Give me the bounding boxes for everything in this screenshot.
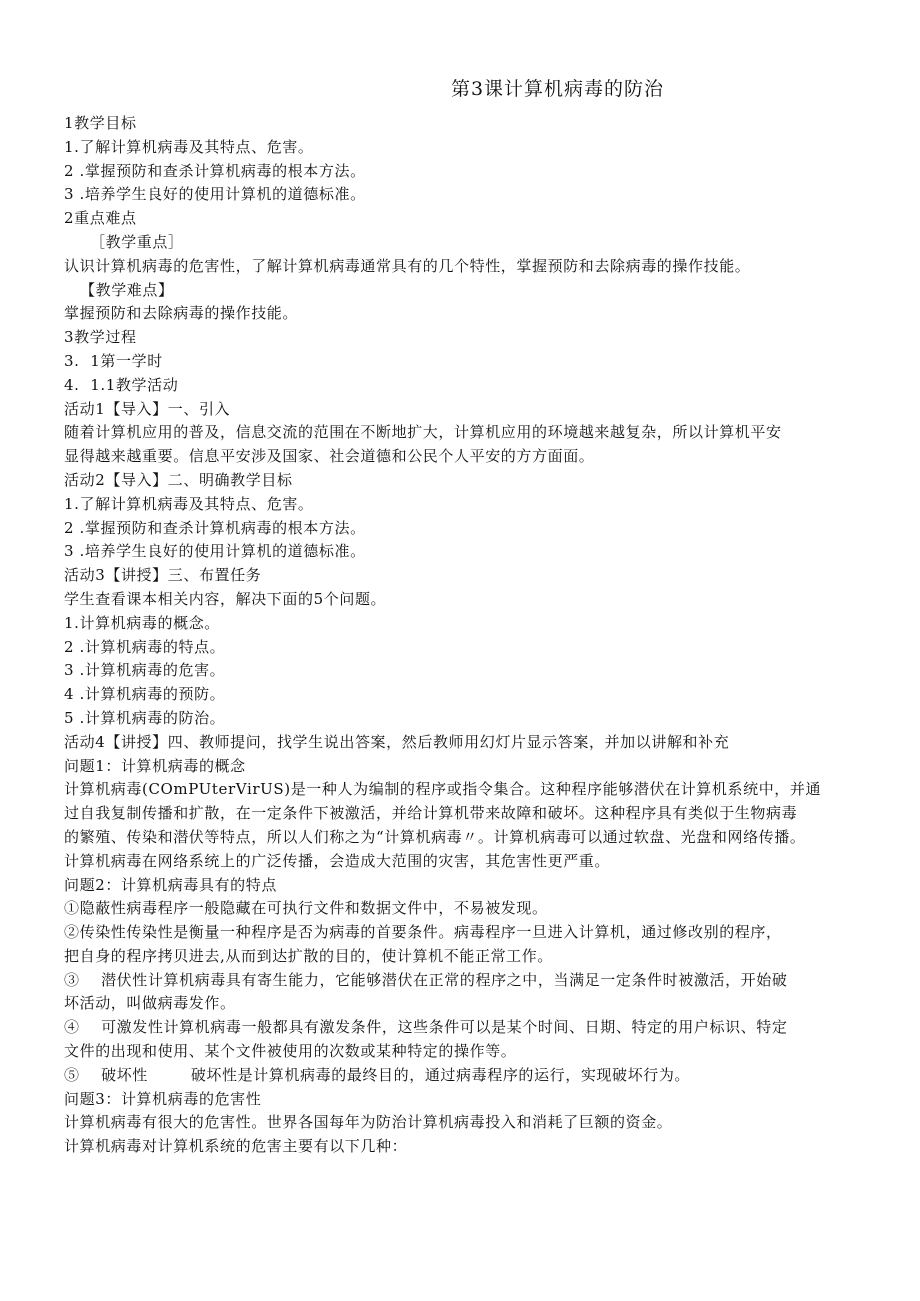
feature-item: 把自身的程序拷贝进去,从而到达扩散的目的，使计算机不能正常工作。 [64,946,553,965]
heading-process: 3教学过程 [64,328,137,347]
feature-item: ④ 可激发性计算机病毒一般都具有激发条件，这些条件可以是某个时间、日期、特定的用户标识、特定 [64,1018,788,1037]
feature-item: 坏活动，叫做病毒发作。 [64,994,236,1013]
list-item: 4. 1.1教学活动 [64,375,179,394]
feature-item: ②传染性传染性是衡量一种程序是否为病毒的首要条件。病毒程序一旦进入计算机，通过修改别的程序， [64,923,782,942]
paragraph: 显得越来越重要。信息平安涉及国家、社会道德和公民个人平安的方方面面。 [64,447,595,466]
list-item: 3. 1第一学时 [64,351,163,370]
list-item: 4 .计算机病毒的预防。 [64,685,226,704]
paragraph: 随着计算机应用的普及，信息交流的范围在不断地扩大，计算机应用的环境越来越复杂，所以计算机平安 [64,423,782,442]
feature-item: ⑤ 破坏性 破坏性是计算机病毒的最终目的，通过病毒程序的运行，实现破坏行为。 [64,1065,691,1084]
question-heading: 问题1：计算机病毒的概念 [64,756,246,775]
paragraph: 过自我复制传播和扩散，在一定条件下被激活，并给计算机带来故障和破坏。这种程序具有类似于生物病毒 [64,804,798,823]
list-item: 1.计算机病毒的概念。 [64,613,220,632]
paragraph: 掌握预防和去除病毒的操作技能。 [64,304,299,323]
paragraph: 计算机病毒对计算机系统的危害主要有以下几种： [64,1137,408,1156]
paragraph: 计算机病毒在网络系统上的广泛传播，会造成大范围的灾害，其危害性更严重。 [64,851,611,870]
question-heading: 问题2：计算机病毒具有的特点 [64,875,277,894]
activity-heading: 活动2【导入】二、明确教学目标 [64,470,293,489]
activity-heading: 活动1【导入】一、引入 [64,399,231,418]
paragraph: 计算机病毒有很大的危害性。世界各国每年为防治计算机病毒投入和消耗了巨额的资金。 [64,1113,673,1132]
objective-item: 2 .掌握预防和查杀计算机病毒的根本方法。 [64,161,366,180]
heading-key-points: 2重点难点 [64,209,137,228]
activity-heading: 活动3【讲授】三、布置任务 [64,566,262,585]
objective-item: 3 .培养学生良好的使用计算机的道德标准。 [64,185,366,204]
activity-heading: 活动4【讲授】四、教师提问，找学生说出答案，然后教师用幻灯片显示答案，并加以讲解和补充 [64,732,730,751]
list-item: 2 .计算机病毒的特点。 [64,637,226,656]
question-heading: 问题3：计算机病毒的危害性 [64,1089,262,1108]
document-title: 第3课计算机病毒的防治 [450,78,665,100]
feature-item: ③ 潜伏性计算机病毒具有寄生能力，它能够潜伏在正常的程序之中，当满足一定条件时被激活，开始破 [64,970,788,989]
feature-item: ①隐蔽性病毒程序一般隐藏在可执行文件和数据文件中，不易被发现。 [64,899,548,918]
subheading-key-point: ［教学重点］ [90,232,184,251]
document-body [64,112,864,1159]
paragraph: 的繁殖、传染和潜伏等特点，所以人们称之为“计算机病毒〃。计算机病毒可以通过软盘、光盘和网络传播。 [64,827,806,846]
paragraph: 学生查看课本相关内容，解决下面的5个问题。 [64,589,387,608]
subheading-difficulty: 【教学难点】 [80,280,174,299]
paragraph: 计算机病毒(COmPUterVirUS)是一种人为编制的程序或指令集合。这种程序能够潜伏在计算机系统中，并通 [64,780,822,799]
list-item: 2 .掌握预防和查杀计算机病毒的根本方法。 [64,518,366,537]
list-item: 3 .计算机病毒的危害。 [64,661,226,680]
feature-item: 文件的出现和使用、某个文件被使用的次数或某种特定的操作等。 [64,1042,517,1061]
paragraph: 认识计算机病毒的危害性，了解计算机病毒通常具有的几个特性，掌握预防和去除病毒的操作技能。 [64,256,751,275]
list-item: 1.了解计算机病毒及其特点、危害。 [64,494,314,513]
list-item: 3 .培养学生良好的使用计算机的道德标准。 [64,542,366,561]
objective-item: 1.了解计算机病毒及其特点、危害。 [64,137,314,156]
heading-objectives: 1教学目标 [64,114,137,132]
list-item: 5 .计算机病毒的防治。 [64,708,226,727]
